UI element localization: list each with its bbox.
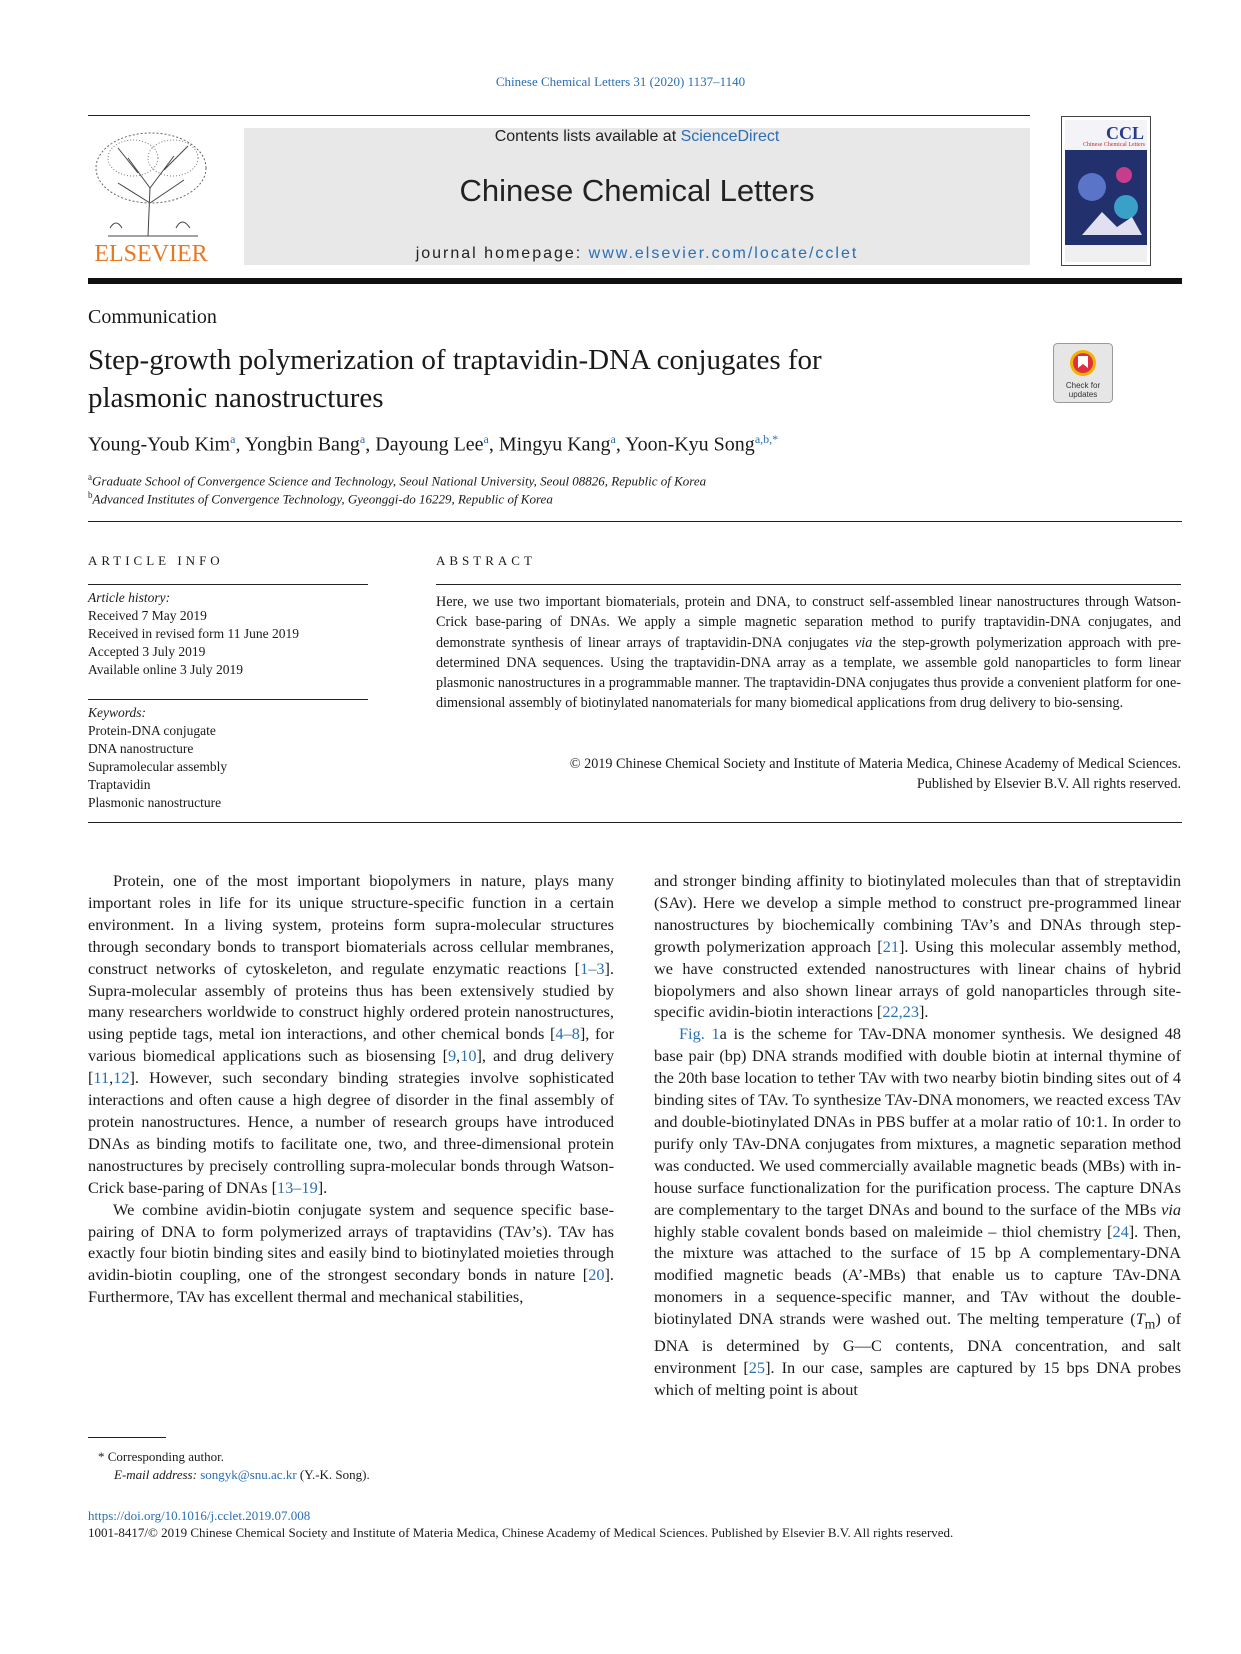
citation-link[interactable]: 24: [1112, 1221, 1129, 1241]
affiliation-a: [88, 472, 706, 489]
doi-text[interactable]: https://doi.org/10.1016/j.cclet.2019.07.008: [88, 1508, 311, 1523]
author-affil-mark[interactable]: a,b,*: [754, 432, 779, 446]
author-affil-mark[interactable]: a: [610, 432, 616, 446]
body-right-column: [654, 870, 1181, 1401]
text-run: We combine avidin-biotin conjugate system and sequence specific base-pairing of DNA to form polymerized arrays of traptavidins (TAv’s). TAv has exactly four biotin binding sites and easily bind to biotinylated moieties through avidin-biotin coupling, one of the strongest secondary bonds in nature [: [88, 1199, 614, 1285]
check-updates-line-1: Check for: [1065, 381, 1101, 390]
text-run: ) of DNA is determined by G—C contents, DNA concentration, and salt environment [: [654, 1309, 1181, 1378]
email-label: E-mail address:: [114, 1467, 201, 1482]
author-name[interactable]: Yongbin Bang: [244, 433, 360, 456]
text-run: ]. In our case, samples are captured by 15 bps DNA probes which of melting point is about: [654, 1358, 1181, 1400]
article-title: [88, 341, 988, 417]
journal-reference[interactable]: Chinese Chemical Letters 31 (2020) 1137–1140: [495, 74, 746, 89]
keywords: [88, 704, 368, 812]
citation-link[interactable]: 22,23: [882, 1002, 919, 1022]
author-name[interactable]: Dayoung Lee: [375, 433, 484, 456]
history-received: Received 7 May 2019: [88, 608, 207, 623]
citation-link[interactable]: 4–8: [555, 1024, 580, 1044]
figure-link[interactable]: Fig. 1: [679, 1024, 720, 1044]
body-paragraph: Protein, one of the most important biopolymers in nature, plays many important roles in life for its unique structure-specific function in a certain environment. In a living system, proteins form supra-molecular structures through secondary bonds to transport biomaterials across cellular membranes, construct networks of cytoskeleton, and regulate enzymatic reactions [1–3]. Supra-molecular assembly of proteins thus has been extensively studied by many researchers worldwide to construct highly ordered protein nanostructures, using peptide tags, metal ion interactions, and other chemical bonds [4–8], for various biomedical applications such as biosensing [9,10], and drug delivery [11,12]. However, such secondary binding strategies involve sophisticated interactions and often cause a high degree of disorder in the final assembly of protein nanostructures. Hence, a number of research groups have introduced DNAs as binding motifs to facilitate one, two, and three-dimensional protein nanostructures by precisely controlling supra-molecular bonds through Watson-Crick base-paring of DNAs [13–19].: [88, 871, 615, 1197]
footnote-rule: [88, 1437, 166, 1438]
text-run: ].: [918, 1002, 929, 1022]
email-note: [114, 1467, 370, 1483]
copyright-line-1: © 2019 Chinese Chemical Society and Institute of Materia Medica, Chinese Academy of Medical Sciences.: [569, 756, 1181, 772]
abstract-italic: via: [854, 634, 873, 651]
author-separator: ,: [235, 433, 245, 456]
author-separator: ,: [365, 433, 376, 456]
elsevier-wordmark: ELSEVIER: [94, 241, 208, 267]
text-run: ]. Furthermore, TAv has excellent thermal and mechanical stabilities,: [88, 1265, 614, 1307]
affiliation-rule: [88, 521, 1182, 522]
footnote-mark: *: [98, 1449, 105, 1464]
italic-run: T: [1135, 1309, 1145, 1329]
article-type: Communication: [88, 306, 217, 328]
citation-link[interactable]: 12: [113, 1068, 130, 1088]
keyword-item: DNA nanostructure: [88, 741, 194, 756]
text-run: ].: [317, 1177, 328, 1197]
cover-label: CCL: [1105, 123, 1144, 143]
cover-sublabel: Chinese Chemical Letters: [1083, 142, 1145, 148]
history-accepted: Accepted 3 July 2019: [88, 644, 206, 659]
abstract-copyright: [436, 754, 1181, 795]
copyright-line-2: Published by Elsevier B.V. All rights reserved.: [916, 776, 1181, 793]
header-thick-rule: [88, 278, 1182, 284]
contents-line: [244, 128, 1030, 146]
homepage-prefix: journal homepage:: [415, 245, 589, 262]
text-run: ]. Then, the mixture was attached to the surface of 15 bp A complementary-DNA modified magnetic beads (A’-MBs) that enable us to capture TAv-DNA monomers in a sequence-specific manner, and TAv without the double-biotinylated DNA strands were washed out. The melting temperature (: [654, 1221, 1181, 1329]
abstract-part: Here, we use two important biomaterials, protein and DNA, to construct self-assembled linear nanostructures through Watson-Crick base-paring of DNAs. We apply a simple magnetic separation method to purify traptavidin-DNA conjugates, and demonstrate synthesis of linear arrays of traptavidin-DNA conjugates: [436, 594, 1181, 651]
author-separator: ,: [488, 433, 499, 456]
keyword-item: Supramolecular assembly: [88, 759, 228, 774]
body-paragraph: [654, 1023, 1181, 1401]
body-paragraph: [654, 870, 1181, 1023]
text-run: Protein, one of the most important biopolymers in nature, plays many important roles in life for its unique structure-specific function in a certain environment. In a living system, proteins form supra-molecular structures through secondary bonds to transport biomaterials across cellular membranes, construct networks of cytoskeleton, and regulate enzymatic reactions [: [88, 871, 614, 978]
text-run: highly stable covalent bonds based on maleimide – thiol chemistry [: [654, 1221, 1113, 1241]
doi-link[interactable]: [88, 1508, 310, 1524]
author-list: [88, 432, 778, 457]
text-run: and stronger binding affinity to biotinylated molecules than that of streptavidin (SAv). Here we develop a simple method to construct pre-programmed linear nanostructures by biochemically combining TAv’s and DNAs through step-growth polymerization approach [: [654, 871, 1181, 956]
journal-banner: [244, 128, 1030, 265]
author-affil-mark[interactable]: a: [483, 432, 489, 446]
email-link[interactable]: songyk@snu.ac.kr: [200, 1467, 297, 1482]
text-run: a is the scheme for TAv-DNA monomer synthesis. We designed 48 base pair (bp) DNA strands modified with double biotin at internal thymine of the 20th base location to tether TAv with two nearby biotin binding sites out of 4 binding sites of TAv. To synthesize TAv-DNA monomers, we reacted excess TAv and double-biotinylated DNAs in PBS buffer at a molar ratio of 10:1. In order to purify only TAv-DNA conjugates from mixtures, a magnetic separation method was conducted. We used commercially available magnetic beads (MBs) with in-house surface functionalization for the purification process. The capture DNAs are complementary to the target DNAs and bound to the surface of the MBs: [654, 1024, 1181, 1219]
citation-link[interactable]: 21: [882, 936, 899, 956]
contents-prefix: Contents lists available at: [494, 128, 681, 145]
affiliation-text: Graduate School of Convergence Science and Technology, Seoul National University, Seoul 08826, Republic of Korea: [92, 473, 707, 489]
keyword-item: Traptavidin: [88, 777, 151, 792]
corresponding-author-note: [98, 1449, 224, 1465]
journal-name: Chinese Chemical Letters: [459, 173, 815, 208]
author-name[interactable]: Mingyu Kang: [498, 433, 611, 456]
abstract-part: the step-growth polymerization approach with pre-determined DNA sequences. Using the traptavidin-DNA array as a template, we assemble gold nanoparticles to form linear plasmonic nanostructures in a programmable manner. The traptavidin-DNA conjugates thus provide a convenient platform for one-dimensional assembly of biotinylated nanomaterials for many biomedical applications from drug delivery to bio-sensing.: [436, 634, 1182, 712]
homepage-line: [244, 245, 1030, 263]
italic-run: via: [1161, 1199, 1181, 1219]
citation-link[interactable]: 9: [448, 1046, 457, 1066]
header-rule: [88, 115, 1030, 116]
keywords-label: Keywords:: [88, 705, 146, 720]
author-name[interactable]: Yoon-Kyu Song: [625, 433, 755, 456]
citation-link[interactable]: 11: [93, 1068, 110, 1088]
citation-link[interactable]: 1–3: [580, 958, 605, 978]
check-for-updates-button[interactable]: [1053, 343, 1113, 403]
abstract-bottom-rule: [88, 822, 1182, 823]
history-online: Available online 3 July 2019: [88, 662, 243, 677]
author-affil-mark[interactable]: a: [359, 432, 366, 446]
article-info-heading: ARTICLE INFO: [88, 553, 224, 568]
keywords-rule: [88, 699, 368, 700]
journal-cover[interactable]: [1061, 116, 1151, 266]
body-left-column: [88, 870, 614, 1308]
affiliation-text: Advanced Institutes of Convergence Technology, Gyeonggi-do 16229, Republic of Korea: [92, 491, 553, 507]
author-separator: ,: [615, 433, 626, 456]
elsevier-tree-icon: [88, 128, 214, 238]
elsevier-logo[interactable]: [88, 128, 214, 268]
check-updates-line-2: updates: [1068, 390, 1098, 399]
keyword-item: Protein-DNA conjugate: [88, 723, 216, 738]
subscript-run: m: [1144, 1316, 1156, 1332]
text-run: ], and drug delivery [: [88, 1046, 614, 1088]
sciencedirect-link[interactable]: ScienceDirect: [680, 128, 780, 145]
text-run: ], for various biomedical applications such as biosensing [: [88, 1024, 615, 1066]
keyword-item: Plasmonic nanostructure: [88, 795, 222, 810]
title-line-1: Step-growth polymerization of traptavidin-DNA conjugates for: [88, 344, 822, 376]
affiliation-b: [88, 490, 553, 507]
email-suffix: (Y.-K. Song).: [296, 1467, 370, 1482]
affiliation-mark: b: [88, 490, 93, 500]
abstract-rule: [436, 584, 1181, 585]
author-name[interactable]: Young-Youb Kim: [88, 433, 231, 456]
affiliation-mark: a: [88, 472, 92, 482]
citation-link[interactable]: 10: [460, 1046, 477, 1066]
text-run: ]. However, such secondary binding strategies involve sophisticated interactions and often cause a high degree of disorder in the final assembly of protein nanostructures. Hence, a number of research groups have introduced DNAs as binding motifs to facilitate one, two, and three-dimensional protein nanostructures by precisely controlling supra-molecular bonds through Watson-Crick base-paring of DNAs [: [88, 1068, 614, 1197]
history-label: Article history:: [88, 590, 171, 605]
article-info-rule: [88, 584, 368, 585]
footnote-label: Corresponding author.: [107, 1449, 225, 1464]
abstract-heading: ABSTRACT: [436, 553, 536, 568]
article-history: [88, 589, 368, 679]
check-updates-label: [1053, 381, 1113, 399]
citation-link[interactable]: 25: [748, 1358, 766, 1378]
homepage-link[interactable]: www.elsevier.com/locate/cclet: [588, 245, 859, 262]
text-run: ]. Using this molecular assembly method, we have constructed extended nanostructures with linear chains of hybrid biopolymers and also shown linear arrays of gold nanoparticles through site-specific avidin-biotin interactions [: [654, 936, 1181, 1022]
issn-copyright: 1001-8417/© 2019 Chinese Chemical Society and Institute of Materia Medica, Chinese Academy of Medical Sciences. Published by Elsevier B.V. All rights reserved.: [88, 1525, 954, 1540]
text-run: ]. Supra-molecular assembly of proteins thus has been extensively studied by many researchers worldwide to construct highly ordered protein nanostructures, using peptide tags, metal ion interactions, and other chemical bonds [: [88, 958, 614, 1044]
title-line-2: plasmonic nanostructures: [88, 382, 384, 414]
history-revised: Received in revised form 11 June 2019: [88, 626, 299, 641]
body-paragraph: [88, 1199, 614, 1309]
author-affil-mark[interactable]: a: [230, 432, 236, 446]
citation-link[interactable]: 13–19: [277, 1177, 318, 1197]
citation-link[interactable]: 20: [588, 1265, 605, 1285]
abstract-text: [436, 592, 1181, 714]
